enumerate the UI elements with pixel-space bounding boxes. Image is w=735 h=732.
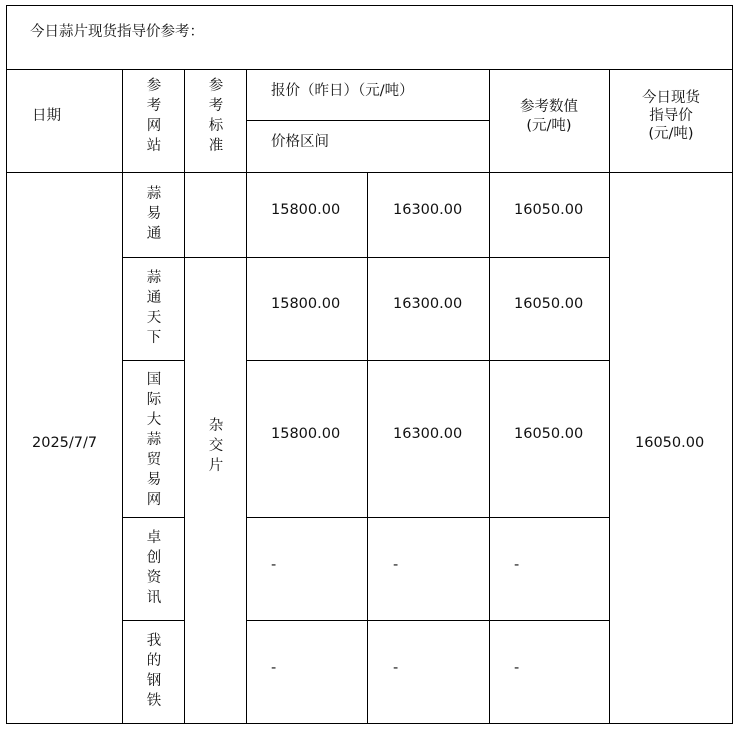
row-divider-3b — [246, 517, 609, 518]
col-divider-guide — [609, 69, 610, 724]
header-standard: 参考标准 — [208, 78, 224, 154]
row-divider-2 — [122, 360, 184, 361]
row-4-low: - — [271, 557, 277, 573]
header-range: 价格区间 — [271, 134, 329, 150]
row-1-ref: 16050.00 — [514, 202, 584, 218]
row-5-low: - — [271, 660, 277, 676]
col-divider-site — [122, 69, 123, 724]
row-3-high: 16300.00 — [393, 426, 463, 442]
row-divider-2b — [246, 360, 609, 361]
row-1-site: 蒜易通 — [146, 186, 162, 242]
guide-price-cell: 16050.00 — [635, 435, 705, 451]
header-quote: 报价（昨日）（元/吨） — [271, 83, 414, 99]
col-divider-high — [367, 172, 368, 724]
title-divider — [6, 69, 733, 70]
quote-header-divider — [246, 120, 489, 121]
row-divider-4b — [246, 620, 609, 621]
row-divider-3 — [122, 517, 184, 518]
row-3-low: 15800.00 — [271, 426, 341, 442]
header-date: 日期 — [32, 108, 61, 124]
row-1-low: 15800.00 — [271, 202, 341, 218]
col-divider-low — [246, 69, 247, 724]
row-4-site: 卓创资讯 — [146, 530, 162, 606]
row-2-high: 16300.00 — [393, 296, 463, 312]
row-2-ref: 16050.00 — [514, 296, 584, 312]
row-4-high: - — [393, 557, 399, 573]
col-divider-ref — [489, 69, 490, 724]
header-guide-line2: 指导价 — [649, 108, 693, 124]
table-title: 今日蒜片现货指导价参考： — [30, 24, 204, 40]
row-divider-4 — [122, 620, 184, 621]
header-guide-line3: (元/吨) — [648, 126, 694, 142]
header-guide-line1: 今日现货 — [642, 90, 700, 106]
row-5-high: - — [393, 660, 399, 676]
row-1-high: 16300.00 — [393, 202, 463, 218]
date-cell: 2025/7/7 — [32, 435, 98, 451]
col-divider-standard — [184, 69, 185, 724]
header-ref-line1: 参考数值 — [520, 99, 578, 115]
row-2-site: 蒜通天下 — [146, 270, 162, 346]
header-divider — [6, 172, 733, 173]
header-site: 参考网站 — [146, 78, 162, 154]
row-4-ref: - — [514, 557, 520, 573]
row-3-site: 国际大蒜贸易网 — [146, 372, 162, 508]
row-3-ref: 16050.00 — [514, 426, 584, 442]
row-5-site: 我的钢铁 — [146, 633, 162, 709]
standard-cell: 杂交片 — [208, 418, 224, 474]
row-2-low: 15800.00 — [271, 296, 341, 312]
header-ref-line2: (元/吨) — [526, 118, 572, 134]
row-5-ref: - — [514, 660, 520, 676]
row-divider-1 — [122, 257, 609, 258]
